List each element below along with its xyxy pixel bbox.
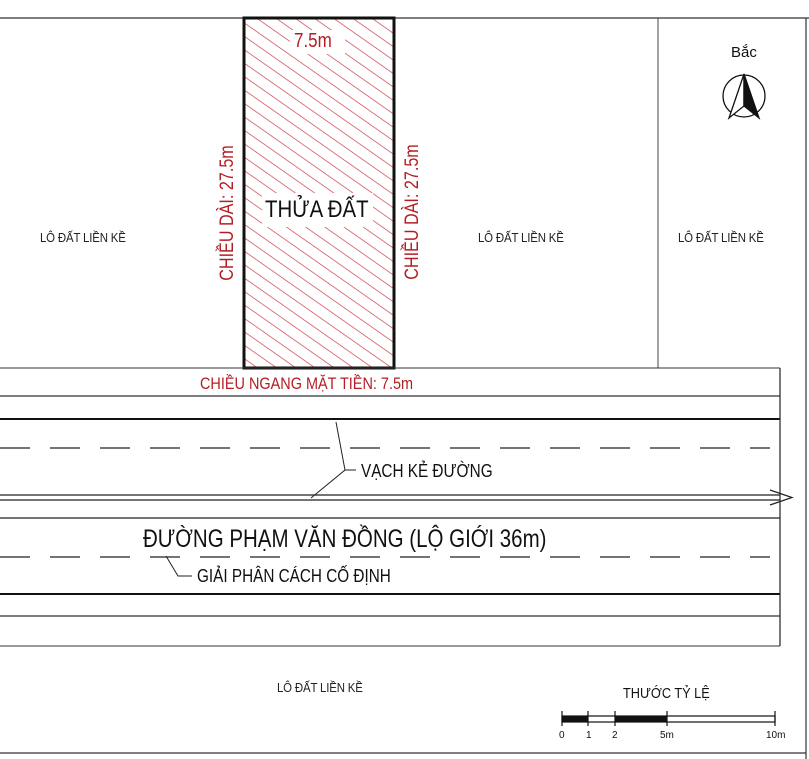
scale-bar-graphic [562, 711, 775, 726]
median-label: GIẢI PHÂN CÁCH CỐ ĐỊNH [197, 566, 391, 586]
neighbor-lot-bottom-label: LÔ ĐẤT LIỀN KỀ [277, 680, 363, 695]
scale-tick-2: 2 [612, 730, 618, 741]
neighbor-lot-middle-label: LÔ ĐẤT LIỀN KỀ [478, 230, 564, 245]
plot-right-length-label: CHIỀU DÀI: 27.5m [402, 144, 423, 280]
plot-name-label: THỬA ĐẤT [265, 196, 369, 223]
road-name-label: ĐƯỜNG PHẠM VĂN ĐỒNG (LỘ GIỚI 36m) [143, 525, 547, 553]
centerline-arrow [770, 490, 792, 505]
plot-top-width-label: 7.5m [294, 30, 332, 52]
neighbor-lot-far-right-label: LÔ ĐẤT LIỀN KỀ [678, 230, 764, 245]
north-arrow-icon [723, 74, 765, 118]
lane-marking-label: VẠCH KẺ ĐƯỜNG [361, 461, 493, 481]
north-label: Bắc [731, 44, 757, 61]
scale-tick-1: 1 [586, 730, 592, 741]
frontage-label: CHIỀU NGANG MẶT TIỀN: 7.5m [200, 374, 414, 393]
scale-tick-10m: 10m [766, 730, 786, 741]
lane-marking-leader [311, 422, 345, 498]
median-leader [166, 556, 192, 576]
plot-left-length-label: CHIỀU DÀI: 27.5m [217, 145, 238, 281]
neighbor-lot-left-label: LÔ ĐẤT LIỀN KỀ [40, 230, 126, 245]
scale-tick-0: 0 [559, 730, 565, 741]
scale-bar-title: THƯỚC TỶ LỆ [623, 685, 710, 702]
scale-tick-5m: 5m [660, 730, 674, 741]
